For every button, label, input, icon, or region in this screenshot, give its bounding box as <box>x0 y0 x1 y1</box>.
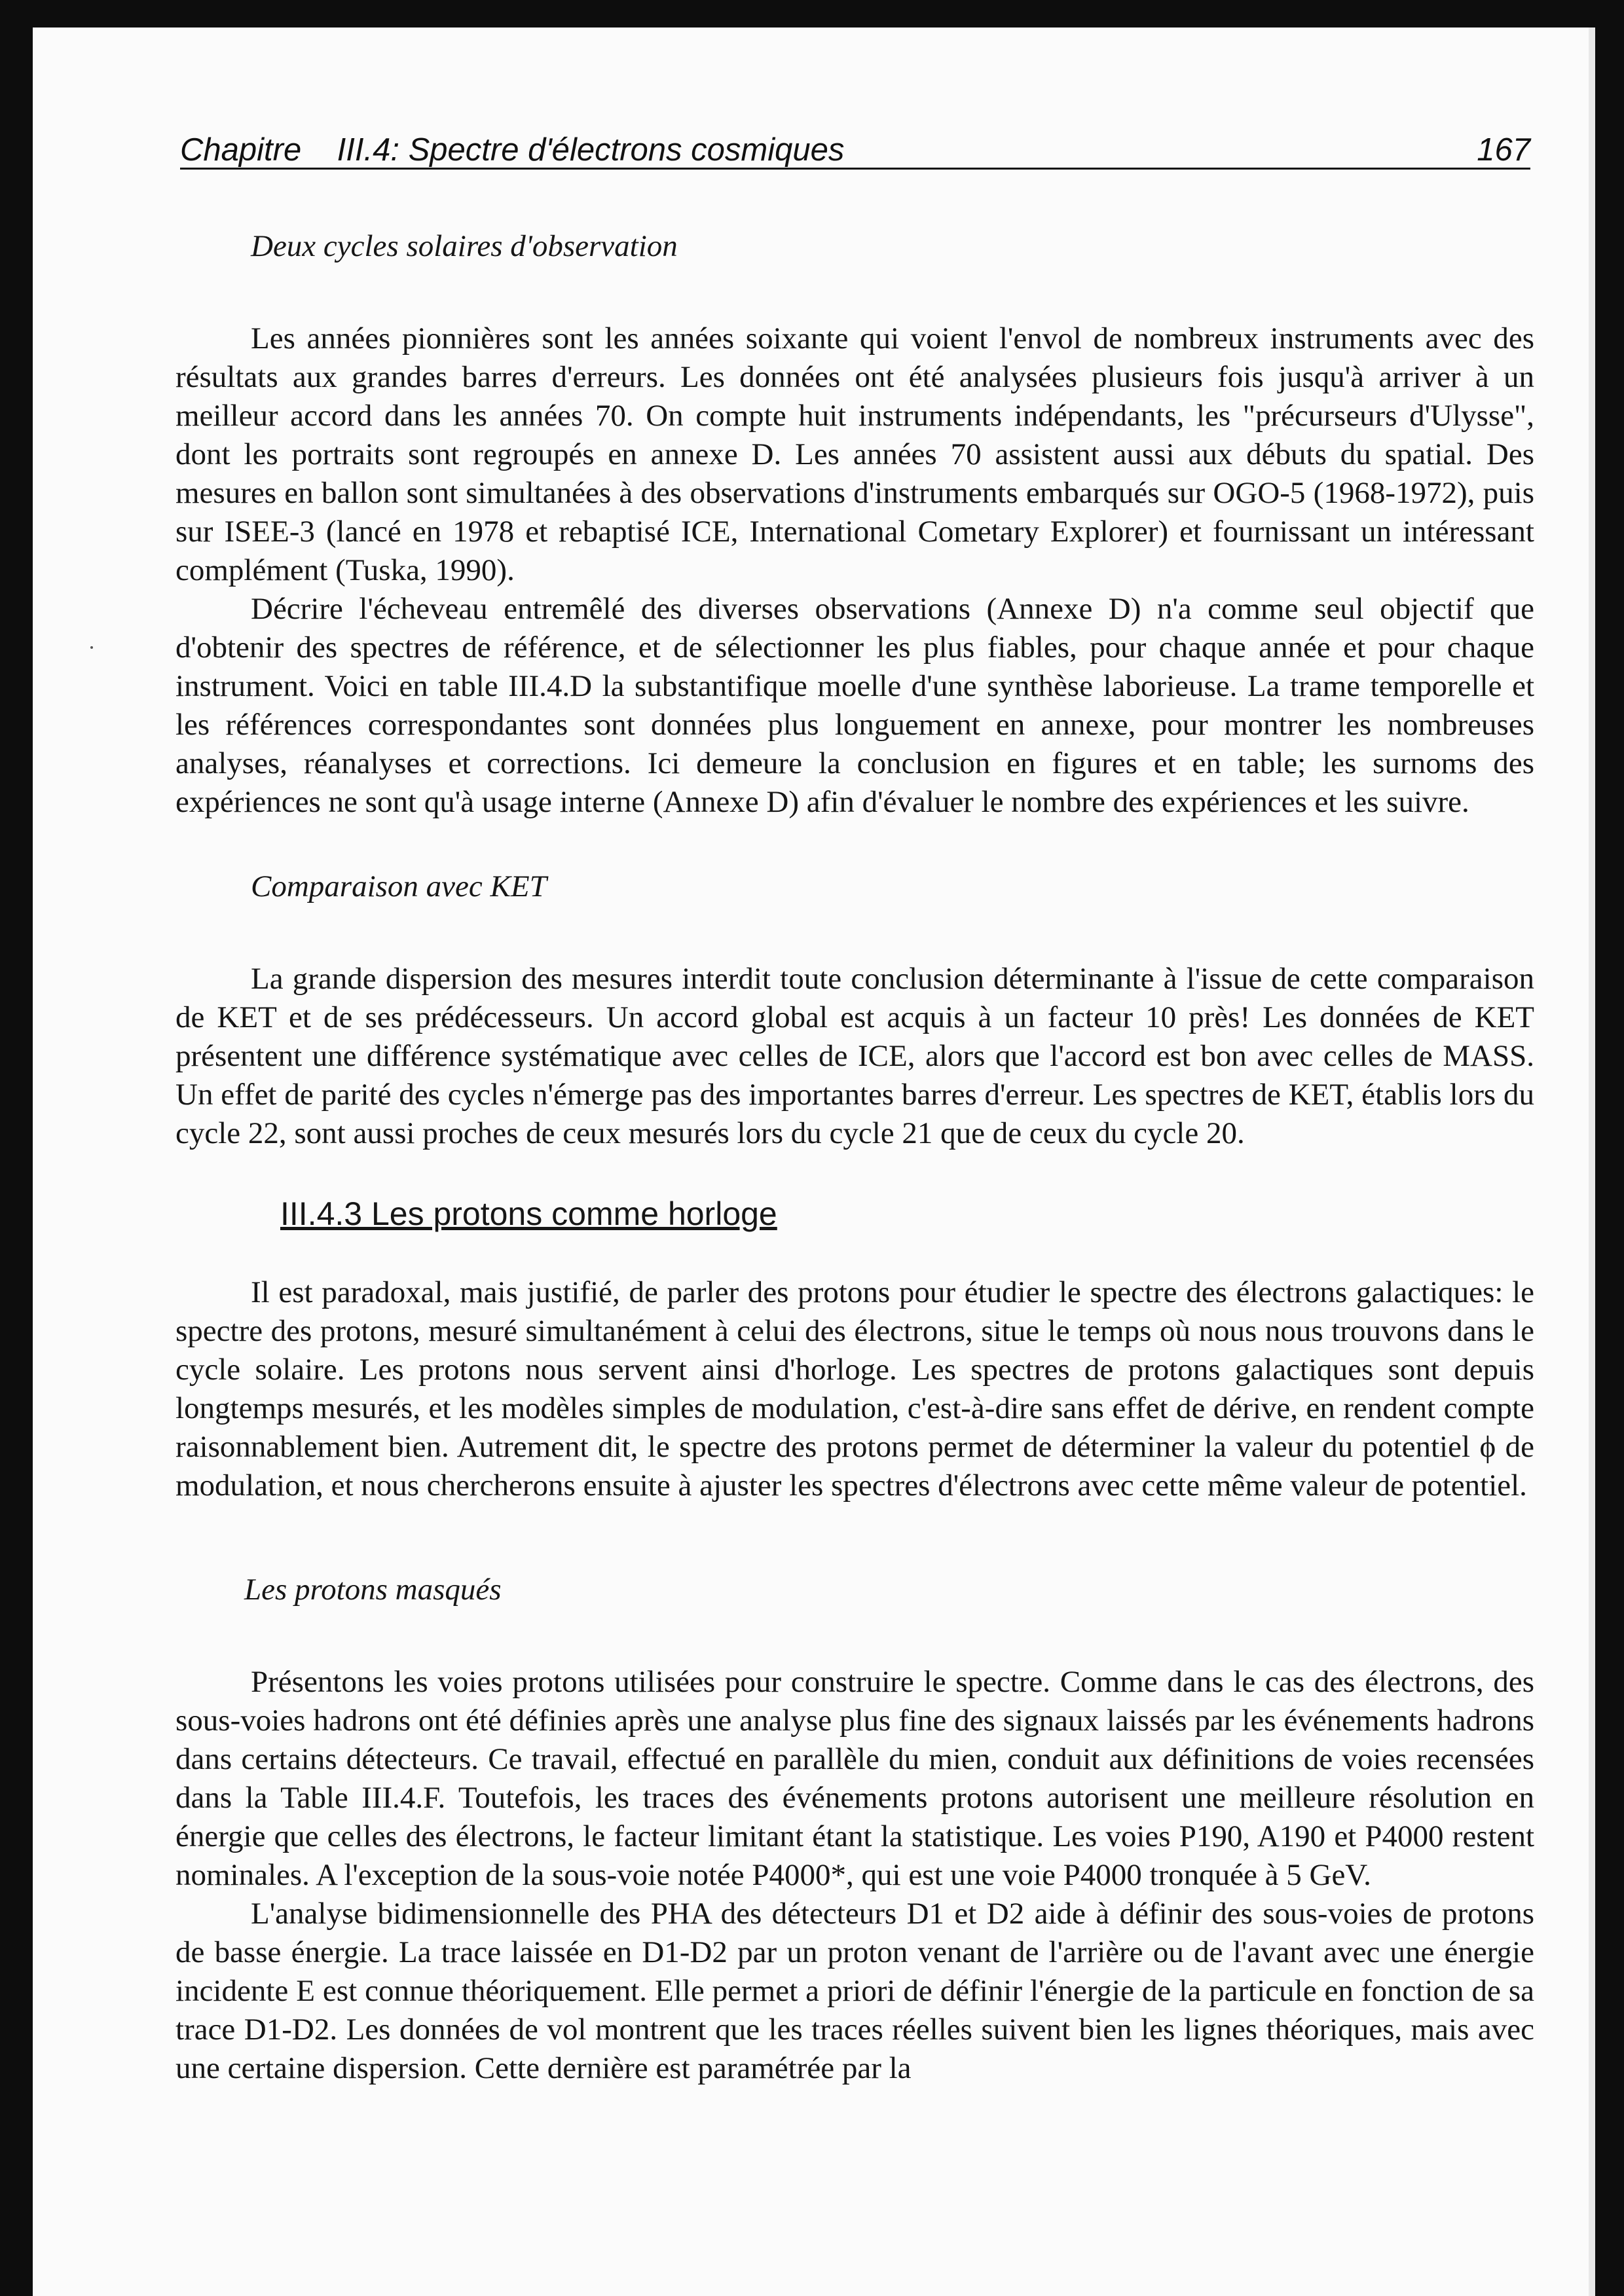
paragraph: Les années pionnières sont les années soixante qui voient l'envol de nombreux instruments avec des résultats aux grandes barres d'erreurs. Les données ont été analysées plusieurs fois jusqu'à arriver à un meilleur accord dans les années 70. On compte huit instruments indépendants, les "précurseurs d'Ulysse", dont les portraits sont regroupés en annexe D. Les années 70 assistent aussi aux débuts du spatial. Des mesures en ballon sont simultanées à des observations d'instruments embarqués sur OGO-5 (1968-1972), puis sur ISEE-3 (lancé en 1978 et rebaptisé ICE, International Cometary Explorer) et fournissant un intéressant complément (Tuska, 1990). <box>175 321 1534 587</box>
paragraph: Il est paradoxal, mais justifié, de parler des protons pour étudier le spectre des électrons galactiques: le spectre des protons, mesuré simultanément à celui des électrons, situe le temps où nous nous trouvons dans le cycle solaire. Les protons nous servent ainsi d'horloge. Les spectres de protons galactiques sont depuis longtemps mesurés, et les modèles simples de modulation, c'est-à-dire sans effet de dérive, en rendent compte raisonnablement bien. Autrement dit, le spectre des protons permet de déterminer la valeur du potentiel ϕ de modulation, et nous chercherons ensuite à ajuster les spectres d'électrons avec cette même valeur de potentiel. <box>175 1275 1534 1503</box>
paragraph: L'analyse bidimensionnelle des PHA des détecteurs D1 et D2 aide à définir des sous-voies de protons de basse énergie. La trace laissée en D1-D2 par un proton venant de l'arrière ou de l'avant avec une énergie incidente E est connue théoriquement. Elle permet a priori de définir l'énergie de la particule en fonction de sa trace D1-D2. Les données de vol montrent que les traces réelles suivent bien les lignes théoriques, mais avec une certaine dispersion. Cette dernière est paramétrée par la <box>175 1897 1534 2085</box>
paragraph: Décrire l'écheveau entremêlé des diverses observations (Annexe D) n'a comme seul objectif que d'obtenir des spectres de référence, et de sélectionner les plus fiables, pour chaque année et pour chaque instrument. Voici en table III.4.D la substantifique moelle d'une synthèse laborieuse. La trame temporelle et les références correspondantes sont données plus longuement en annexe, pour montrer les nombreuses analyses, réanalyses et corrections. Ici demeure la conclusion en figures et en table; les surnoms des expériences ne sont qu'à usage interne (Annexe D) afin d'évaluer le nombre des expériences et les suivre. <box>175 592 1534 819</box>
paragraph: Présentons les voies protons utilisées pour construire le spectre. Comme dans le cas des électrons, des sous-voies hadrons ont été définies après une analyse plus fine des signaux laissés par les événements hadrons dans certains détecteurs. Ce travail, effectué en parallèle du mien, conduit aux définitions de voies recensées dans la Table III.4.F. Toutefois, les traces des événements protons autorisent une meilleure résolution en énergie que celles des électrons, le facteur limitant étant la statistique. Les voies P190, A190 et P4000 restent nominales. A l'exception de la sous-voie notée P4000*, qui est une voie P4000 tronquée à 5 GeV. <box>175 1665 1534 1892</box>
subheading-masked-protons: Les protons masqués <box>244 1573 502 1607</box>
scan-speck <box>90 646 93 649</box>
subheading-comparison-ket: Comparaison avec KET <box>251 869 547 903</box>
paragraph: La grande dispersion des mesures interdit toute conclusion déterminante à l'issue de cette comparaison de KET et de ses prédécesseurs. Un accord global est acquis à un facteur 10 près! Les données de KET présentent une différence systématique avec celles de ICE, alors que l'accord est bon avec celles de MASS. Un effet de parité des cycles n'émerge pas des importantes barres d'erreur. Les spectres de KET, établis lors du cycle 22, sont aussi proches de ceux mesurés lors du cycle 21 que de ceux du cycle 20. <box>175 962 1534 1150</box>
page-sheet <box>33 27 1595 2296</box>
running-header <box>180 132 1530 170</box>
section-heading: III.4.3 Les protons comme horloge <box>280 1195 777 1232</box>
page-body <box>175 227 1534 2088</box>
page-number: 167 <box>1477 132 1530 168</box>
chapter-title: Chapitre III.4: Spectre d'électrons cosmiques <box>180 132 845 168</box>
subheading-two-cycles: Deux cycles solaires d'observation <box>251 229 678 263</box>
